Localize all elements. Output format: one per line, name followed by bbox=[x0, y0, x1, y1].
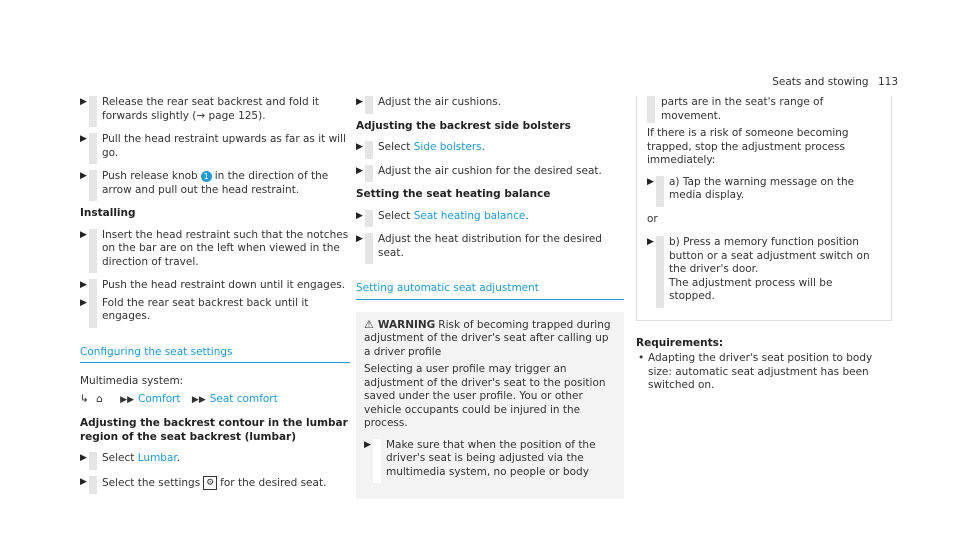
requirements-heading: Requirements: bbox=[636, 336, 724, 349]
heating-heading: Setting the seat heating balance bbox=[356, 188, 551, 200]
step-arrow-icon: ▶ bbox=[364, 439, 371, 450]
or-label: or bbox=[647, 212, 658, 225]
step-arrow-icon: ▶ bbox=[80, 280, 87, 290]
step-arrow-icon: ▶ bbox=[356, 165, 363, 176]
step-arrow-icon: ▶ bbox=[647, 237, 654, 247]
step-fold-backrest: ▶ Fold the rear seat backrest back until it engages. bbox=[80, 297, 350, 324]
warning-text: Risk of becoming trapped during adjustment of the driver's seat after calling up a driver profile bbox=[364, 318, 611, 358]
home-icon[interactable]: ⌂ bbox=[96, 392, 103, 405]
step-arrow-icon: ▶ bbox=[80, 453, 87, 463]
step-arrow-icon: ▶ bbox=[356, 97, 363, 107]
step-arrow-icon: ▶ bbox=[356, 234, 363, 244]
warning-triangle-icon: ⚠ bbox=[364, 317, 374, 331]
installing-heading: Installing bbox=[80, 207, 136, 219]
step-arrow-icon: ▶ bbox=[80, 476, 87, 487]
nav-path bbox=[80, 393, 350, 408]
auto-adjust-heading: Setting automatic seat adjustment bbox=[356, 282, 624, 300]
step-arrow-icon: ▶ bbox=[80, 134, 87, 144]
step-push-release-knob: ▶ Push release knob 1 in the direction of the arrow and pull out the head restraint. bbox=[80, 170, 350, 197]
knob-number-icon: 1 bbox=[201, 171, 212, 182]
step-pull-head-restraint: ▶ Pull the head restraint upwards as far as it will go. bbox=[80, 133, 350, 160]
column-left bbox=[80, 96, 350, 500]
warning-label: WARNING bbox=[377, 318, 436, 331]
step-option-b: ▶ b) Press a memory function position button or a seat adjustment switch on the driver's door. The adjustment process will be stopped. bbox=[647, 236, 881, 304]
section-title: Seats and stowing bbox=[772, 76, 869, 88]
lumbar-link[interactable]: Lumbar bbox=[137, 452, 177, 464]
heating-balance-link[interactable]: Seat heating balance bbox=[413, 209, 526, 222]
step-select-lumbar: ▶ Select Lumbar. bbox=[80, 452, 350, 466]
nav-seat-comfort[interactable]: Seat comfort bbox=[209, 392, 278, 405]
step-arrow-icon: ▶ bbox=[647, 176, 654, 187]
step-arrow-icon: ▶ bbox=[80, 97, 87, 107]
side-bolsters-link[interactable]: Side bolsters bbox=[413, 141, 482, 153]
column-right bbox=[636, 96, 892, 393]
chevron-right-icon: ▶▶ bbox=[120, 394, 135, 405]
step-heat-distribution: ▶ Adjust the heat distribution for the desired seat. bbox=[356, 233, 624, 260]
page-number: 113 bbox=[877, 76, 898, 88]
nav-comfort[interactable]: Comfort bbox=[138, 392, 181, 405]
step-arrow-icon: ▶ bbox=[80, 229, 87, 240]
config-heading: Configuring the seat settings bbox=[80, 346, 350, 364]
warning-continued-box bbox=[636, 96, 892, 321]
bolsters-heading: Adjusting the backrest side bolsters bbox=[356, 119, 571, 132]
step-arrow-icon: ▶ bbox=[356, 142, 363, 152]
step-option-a: ▶ a) Tap the warning message on the media display. bbox=[647, 176, 881, 203]
step-adjust-air-seat: ▶ Adjust the air cushion for the desired seat. bbox=[356, 165, 624, 179]
column-middle bbox=[356, 96, 624, 499]
step-arrow-icon: ▶ bbox=[80, 297, 87, 308]
step-push-down: ▶ Push the head restraint down until it engages. bbox=[80, 279, 350, 293]
step-select-bolsters: ▶ Select Side bolsters. bbox=[356, 141, 624, 155]
continued-text: parts are in the seat's range of movement. bbox=[647, 96, 881, 123]
step-select-settings: ▶ Select the settings ⚙ for the desired seat. bbox=[80, 476, 350, 491]
requirement-item: • Adapting the driver's seat position to body size: automatic seat adjustment has been switched on. bbox=[636, 352, 892, 393]
step-insert-head-restraint: ▶ Insert the head restraint such that the notches on the bar are on the left when viewed in the direction of travel. bbox=[80, 228, 349, 268]
lumbar-heading: Adjusting the backrest contour in the lumbar region of the seat backrest (lumbar) bbox=[80, 417, 348, 443]
warning-paragraph: Selecting a user profile may trigger an adjustment of the driver's seat to the position saved under the user profile. You or other vehicle occupants could be injured in the process. bbox=[364, 363, 606, 429]
trap-risk-text: If there is a risk of someone becoming trapped, stop the adjustment process immediately: bbox=[647, 127, 849, 166]
gear-icon[interactable]: ⚙ bbox=[203, 476, 217, 490]
chevron-right-icon: ▶▶ bbox=[191, 394, 206, 405]
step-select-heating: ▶ Select Seat heating balance. bbox=[356, 210, 624, 224]
page-header bbox=[772, 76, 898, 90]
warning-box bbox=[356, 312, 624, 500]
step-release-backrest: ▶ Release the rear seat backrest and fold it forwards slightly (→ page 125). bbox=[80, 96, 350, 123]
step-arrow-icon: ▶ bbox=[80, 171, 87, 181]
step-adjust-air: ▶ Adjust the air cushions. bbox=[356, 96, 624, 110]
step-arrow-icon: ▶ bbox=[356, 210, 363, 221]
multimedia-label: Multimedia system: bbox=[80, 375, 184, 387]
return-arrow-icon: ↳ bbox=[80, 392, 89, 405]
step-warning-check: ▶ Make sure that when the position of the driver's seat is being adjusted via the multimedia system, no people or body bbox=[364, 439, 616, 480]
page-reference[interactable]: → page 125). bbox=[196, 109, 266, 122]
